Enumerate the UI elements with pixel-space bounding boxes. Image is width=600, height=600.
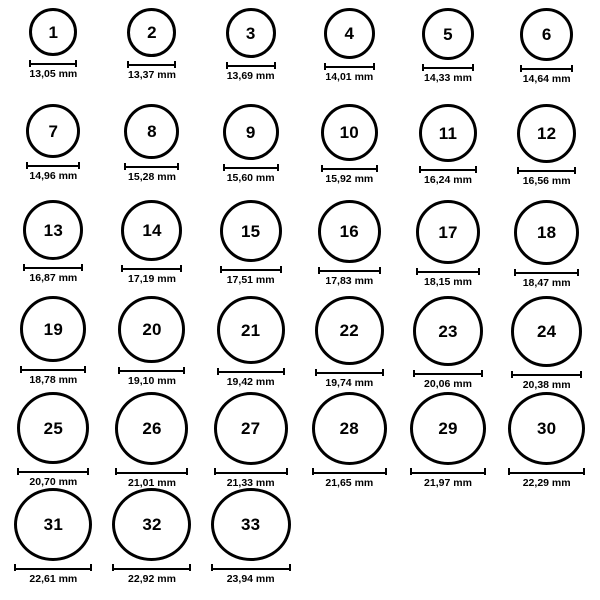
ring-size-label: 16 [339,222,359,241]
diameter-measure-marker [422,63,474,71]
diameter-measure-marker [223,163,279,171]
diameter-measure-marker [419,165,477,173]
diameter-measure-marker [511,370,582,378]
diameter-measure-marker [226,61,276,69]
ring-size-cell [4,104,103,200]
diameter-measure-marker [315,368,384,376]
measure-bar [211,564,291,571]
diameter-measure-marker [14,564,92,571]
diameter-measure-marker [508,468,585,476]
diameter-value: 21,01 mm [128,476,176,489]
ring-size-cell [497,296,596,392]
diameter-value: 17,19 mm [128,273,176,285]
diameter-value: 17,83 mm [325,275,374,287]
measure-bar [413,370,483,377]
diameter-measure-marker [115,468,188,476]
diameter-value: 16,87 mm [29,272,78,284]
ring-size-label: 3 [245,23,256,43]
ring-size-label: 22 [339,321,359,340]
ring-size-cell [497,200,596,296]
measure-bar [312,468,387,475]
ring-size-cell [103,104,202,200]
diameter-value: 19,10 mm [128,375,176,387]
diameter-value: 14,64 mm [522,73,571,85]
diameter-measure-marker [23,263,83,271]
measure-bar [324,63,375,70]
measure-bar [511,371,582,378]
measure-bar [514,269,579,276]
ring-circle [17,392,89,464]
diameter-measure-marker [112,564,191,571]
measure-bar [422,64,474,71]
measure-bar [419,166,477,173]
ring-size-cell [201,392,300,488]
diameter-measure-marker [324,62,375,70]
ring-size-label: 20 [142,320,162,339]
diameter-value: 19,74 mm [325,377,374,389]
measure-bar [121,265,182,272]
diameter-value: 13,37 mm [128,69,176,81]
diameter-value: 20,38 mm [522,379,571,391]
measure-bar [20,366,86,373]
ring-circle [20,296,86,362]
measure-bar [29,60,77,67]
ring-circle [23,200,83,260]
diameter-measure-marker [318,266,381,274]
diameter-measure-marker [124,162,179,170]
diameter-measure-marker [127,60,176,68]
ring-size-grid [4,8,596,584]
ring-size-cell [4,200,103,296]
ring-circle [26,104,80,158]
ring-size-label: 2 [147,23,157,42]
diameter-value: 18,47 mm [522,277,571,289]
measure-bar [127,61,176,68]
measure-bar [508,468,585,475]
ring-size-label: 13 [43,220,63,240]
diameter-value: 22,92 mm [128,572,176,585]
ring-size-cell [497,104,596,200]
ring-circle [517,104,576,163]
ring-circle [115,392,188,465]
ring-circle [29,8,77,56]
ring-circle [124,104,179,159]
ring-circle [220,200,282,262]
diameter-measure-marker [26,161,80,169]
measure-bar [26,162,80,169]
diameter-value: 16,24 mm [424,174,472,186]
diameter-measure-marker [121,264,182,272]
ring-size-label: 17 [438,222,458,242]
ring-size-label: 15 [241,221,261,241]
ring-size-cell [201,104,300,200]
measure-bar [517,167,576,174]
ring-size-label: 28 [339,418,359,438]
ring-size-label: 31 [43,515,63,535]
diameter-value: 21,97 mm [424,476,472,489]
diameter-measure-marker [20,365,86,373]
diameter-measure-marker [118,366,185,374]
measure-bar [14,564,92,571]
ring-circle [520,8,573,61]
ring-size-label: 26 [142,418,162,438]
ring-size-label: 29 [438,418,458,438]
ring-circle [226,8,276,58]
ring-circle [413,296,483,366]
ring-circle [318,200,381,263]
ring-size-cell [300,392,399,488]
measure-bar [112,564,191,571]
ring-circle [321,104,378,161]
ring-size-label: 9 [245,122,256,142]
diameter-value: 15,60 mm [226,172,275,184]
ring-size-label: 6 [541,25,552,44]
ring-circle [118,296,185,363]
ring-size-label: 10 [339,123,359,142]
ring-size-cell [300,296,399,392]
diameter-measure-marker [220,265,282,273]
measure-bar [220,266,282,273]
ring-size-label: 14 [142,221,162,240]
ring-circle [312,392,387,465]
measure-bar [315,369,384,376]
ring-circle [121,200,182,261]
ring-circle [514,200,579,265]
diameter-value: 20,06 mm [424,378,472,390]
ring-size-cell [497,8,596,104]
ring-size-cell [201,200,300,296]
ring-circle [214,392,288,465]
measure-bar [118,367,185,374]
ring-size-label: 11 [438,123,458,143]
diameter-measure-marker [520,64,573,72]
diameter-measure-marker [312,468,387,476]
ring-size-cell [201,8,300,104]
ring-size-cell [4,392,103,488]
ring-size-cell [399,200,498,296]
diameter-value: 22,29 mm [522,476,571,489]
diameter-value: 20,70 mm [29,476,78,488]
ring-size-cell [399,104,498,200]
ring-circle [410,392,486,465]
diameter-value: 14,33 mm [424,72,472,84]
ring-size-cell [4,8,103,104]
ring-size-cell [497,392,596,488]
ring-circle [223,104,279,160]
ring-size-label: 19 [43,319,63,339]
diameter-measure-marker [410,468,486,476]
ring-size-cell [399,392,498,488]
diameter-measure-marker [416,267,480,275]
measure-bar [226,62,276,69]
ring-size-label: 7 [48,121,59,141]
diameter-measure-marker [29,59,77,67]
ring-circle [112,488,191,561]
diameter-value: 13,05 mm [29,68,78,80]
measure-bar [217,368,285,375]
ring-circle [511,296,582,367]
ring-size-label: 33 [241,515,261,535]
ring-circle [508,392,585,465]
diameter-value: 23,94 mm [226,572,275,585]
ring-circle [324,8,375,59]
diameter-value: 15,28 mm [128,171,176,183]
measure-bar [17,468,89,475]
ring-size-label: 21 [241,320,261,340]
diameter-measure-marker [211,564,291,571]
diameter-measure-marker [517,166,576,174]
ring-size-cell [4,488,103,584]
ring-size-cell [201,296,300,392]
ring-size-label: 12 [537,124,557,143]
ring-circle [422,8,474,60]
diameter-measure-marker [321,164,378,172]
measure-bar [318,267,381,274]
ring-circle [217,296,285,364]
ring-size-label: 23 [438,321,458,341]
ring-size-cell [103,296,202,392]
diameter-value: 21,33 mm [226,476,275,489]
measure-bar [214,468,288,475]
ring-size-cell [103,200,202,296]
diameter-value: 17,51 mm [226,274,275,286]
ring-circle [419,104,477,162]
diameter-value: 15,92 mm [325,173,374,185]
ring-size-label: 24 [537,322,557,341]
measure-bar [115,468,188,475]
ring-size-cell [399,296,498,392]
measure-bar [416,268,480,275]
diameter-value: 18,78 mm [29,374,78,386]
ring-size-cell [300,8,399,104]
measure-bar [410,468,486,475]
measure-bar [23,264,83,271]
measure-bar [321,165,378,172]
diameter-measure-marker [214,468,288,476]
diameter-measure-marker [514,268,579,276]
ring-circle [416,200,480,264]
diameter-value: 21,65 mm [325,476,374,489]
ring-size-label: 25 [43,418,63,438]
diameter-value: 16,56 mm [522,175,571,187]
ring-size-cell [103,8,202,104]
ring-circle [211,488,291,561]
ring-circle [14,488,92,561]
diameter-value: 14,96 mm [29,170,78,182]
ring-size-cell [300,200,399,296]
ring-size-cell [103,392,202,488]
ring-size-label: 1 [48,22,59,42]
ring-size-label: 4 [344,24,355,43]
ring-size-cell [201,488,300,584]
ring-circle [127,8,176,57]
ring-size-label: 18 [537,223,557,242]
measure-bar [223,164,279,171]
ring-size-label: 32 [142,515,162,535]
ring-size-label: 8 [147,122,157,141]
ring-size-label: 5 [443,24,453,44]
ring-size-cell [4,296,103,392]
diameter-value: 13,69 mm [226,70,275,82]
diameter-measure-marker [17,467,89,475]
ring-circle [315,296,384,365]
measure-bar [520,65,573,72]
measure-bar [124,163,179,170]
diameter-value: 18,15 mm [424,276,472,288]
diameter-value: 14,01 mm [325,71,374,83]
diameter-measure-marker [413,369,483,377]
diameter-measure-marker [217,367,285,375]
ring-size-cell [103,488,202,584]
ring-size-label: 30 [537,418,557,438]
diameter-value: 22,61 mm [29,572,78,585]
ring-size-cell [399,8,498,104]
diameter-value: 19,42 mm [226,376,275,388]
ring-size-cell [300,104,399,200]
ring-size-label: 27 [241,418,261,438]
